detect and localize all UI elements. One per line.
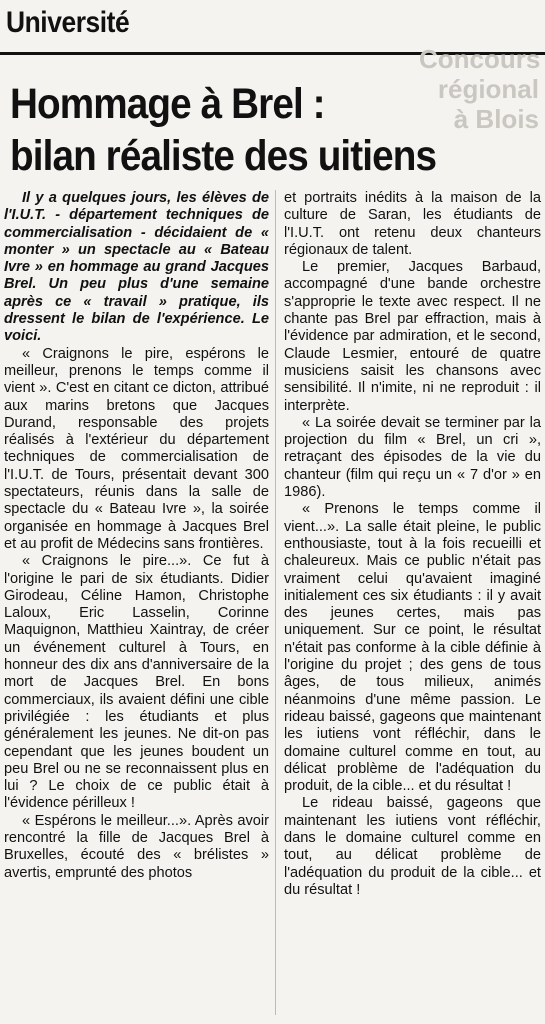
paragraph: « Espérons le meilleur...». Après avoir rencontré la fille de Jacques Brel à Bruxelles, écouté des « brélistes » avertis, emprunté des photos [4, 812, 269, 881]
section-rubric: Université [6, 6, 130, 39]
bleed-through-text: Concours régional à Blois [419, 44, 541, 134]
paragraph: « Prenons le temps comme il vient...». La salle était pleine, le public enthousiaste, tout à la fois recueilli et chaleureux. Mais ce public n'était pas vraiment celui qu'avaient imaginé initialement ces six étudiants : il y avait des jeunes certes, mais pas uniquement. Sur ce point, le résultat n'était pas conforme à la cible définie à l'origine du projet ; des gens de tous âges, de tous milieux, animés néanmoins d'une même passion. Le rideau baissé, gageons que maintenant les iutiens vont réfléchir, dans le domaine culturel comme en tout, au délicat problème de l'adéquation du produit, de la cible... et du résultat ! [284, 501, 541, 795]
headline-line-2: bilan réaliste des uitiens [10, 132, 437, 180]
paragraph: Le premier, Jacques Barbaud, accompagné d'une bande orchestre s'approprie le texte avec respect. Il ne chante pas Brel par effraction, mais à l'évidence par admiration, et le second, Claude Lesmier, entouré de quatre musiciens saisit les chansons avec sensibilité. Il n'imite, ni ne reproduit : il interprète. [284, 259, 541, 414]
article-lead: Il y a quelques jours, les élèves de l'I.U.T. - département techniques de commercialisation - décidaient de « monter » un spectacle au « Bateau Ivre » en hommage au grand Jacques Brel. Un peu plus d'une semaine après ce « travail » pratique, ils dressent le bilan de l'expérience. Le voici. [4, 190, 269, 345]
paragraph: « Craignons le pire, espérons le meilleur, prenons le temps comme il vient ». C'est en citant ce dicton, attribué aux marins bretons que Jacques Durand, responsable des projets réalisés à l'extérieur du département techniques de commercialisation de l'I.U.T. de Tours, présentait devant 300 spectateurs, réunis dans la salle de spectacle du « Bateau Ivre », la soirée organisée en hommage à Jacques Brel et au profit de Médecins sans frontières. [4, 345, 269, 552]
paragraph: « La soirée devait se terminer par la projection du film « Brel, un cri », retraçant des épisodes de la vie du chanteur (film qui reçu un « 7 d'or » en 1986). [284, 414, 541, 501]
left-column [4, 190, 269, 882]
paragraph: Le rideau baissé, gageons que maintenant les iutiens vont réfléchir, dans le domaine culturel comme en tout, au délicat problème de l'adéquation du produit de la cible... et du résultat ! [284, 795, 541, 898]
column-gutter [275, 190, 276, 1015]
paragraph: et portraits inédits à la maison de la culture de Saran, les étudiants de l'I.U.T. ont retenu deux chanteurs régionaux de talent. [284, 190, 541, 258]
paragraph: « Craignons le pire...». Ce fut à l'origine le pari de six étudiants. Didier Girodeau, Céline Hamon, Christophe Laloux, Eric Lasselin, Corinne Maquignon, Matthieu Xaintray, de créer un événement culturel à Tours, en honneur des dix ans d'anniversaire de la mort de Jacques Brel. En bons commerciaux, ils avaient défini une cible privilégiée : les étudiants et plus généralement les jeunes. Ne dit-on pas cependant que les jeunes boudent un peu Brel ou ne se reconnaissent plus en lui ? Le choix de ce public était à l'évidence périlleux ! [4, 553, 269, 812]
article-headline [10, 78, 487, 182]
headline-line-1: Hommage à Brel : [10, 80, 325, 128]
right-column [284, 190, 541, 899]
